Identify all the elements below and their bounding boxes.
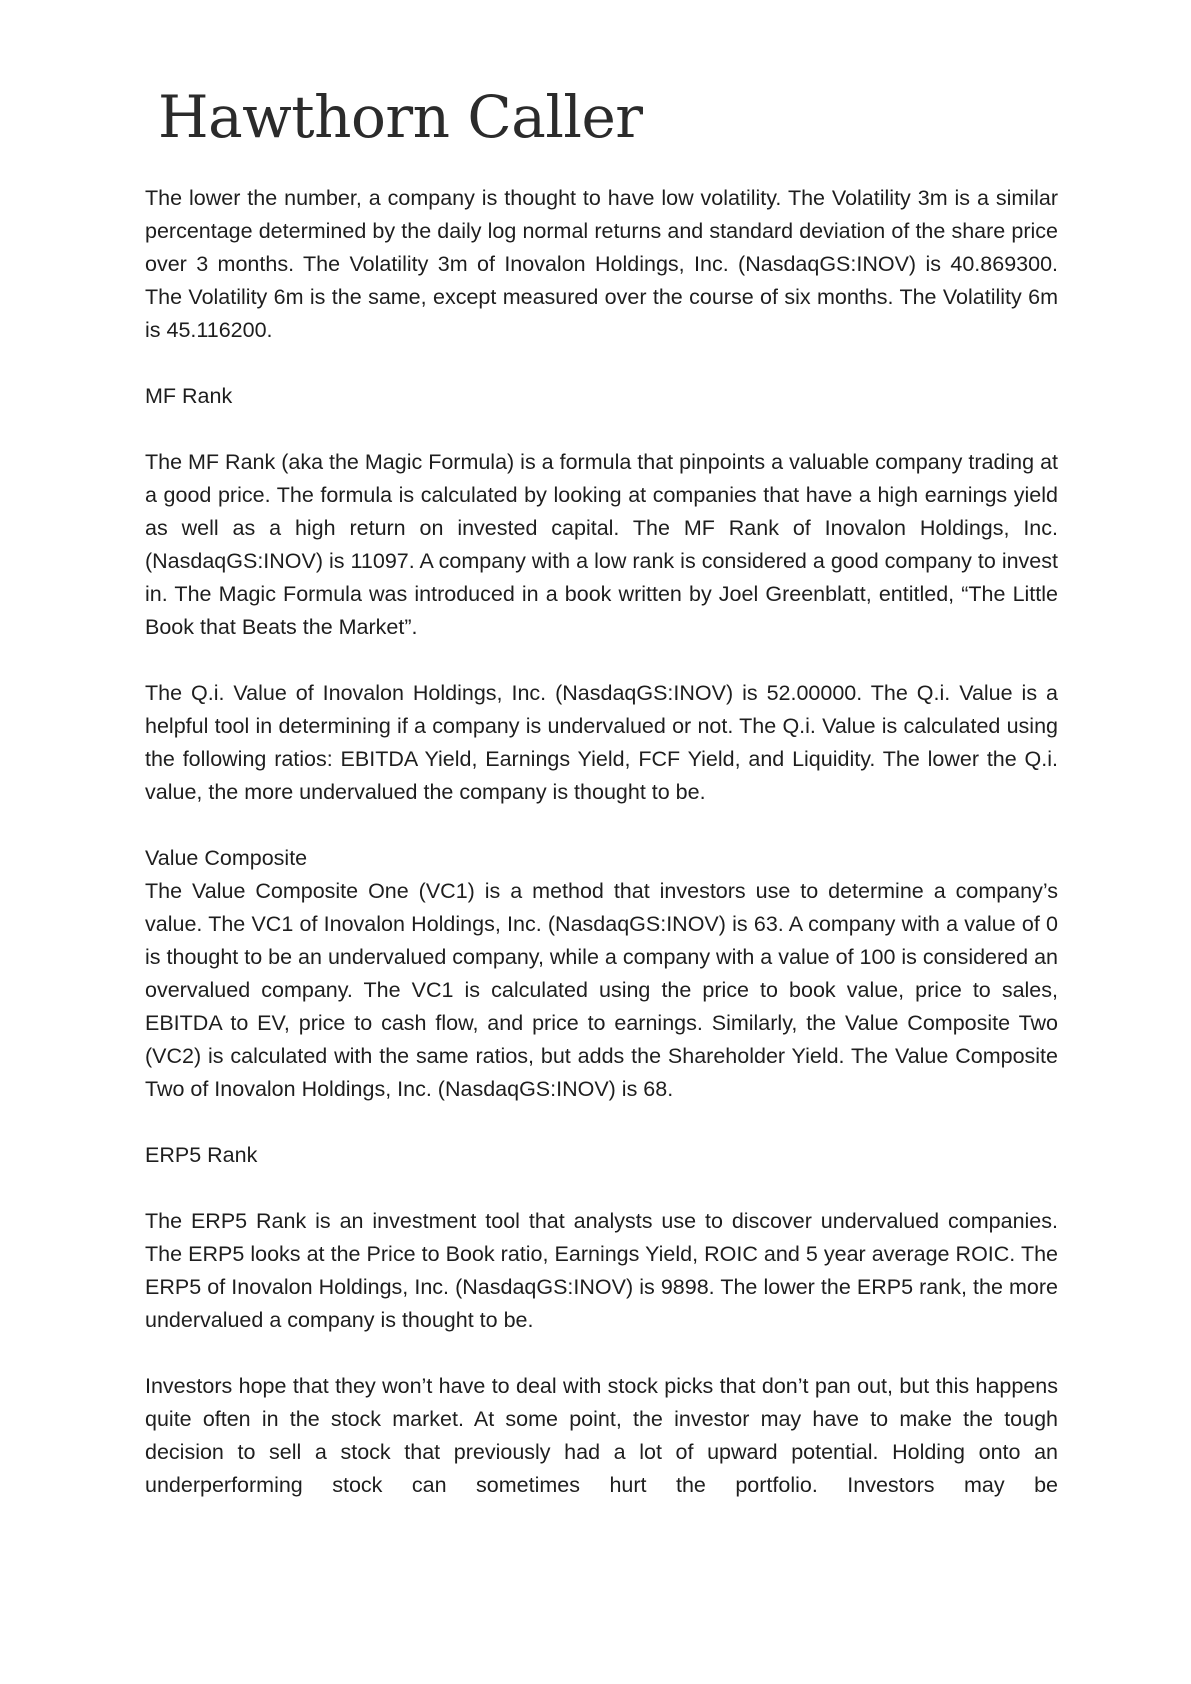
paragraph-erp5-rank: The ERP5 Rank is an investment tool that analysts use to discover undervalued companies. The ERP5 looks at the Price to Book ratio, Earnings Yield, ROIC and 5 year average ROIC. The ERP5 of Inovalon Holdings, Inc. (NasdaqGS:INOV) is 9898. The lower the ERP5 rank, the more undervalued a company is thought to be. xyxy=(145,1209,1058,1332)
paragraph-volatility: The lower the number, a company is thought to have low volatility. The Volatility 3m is a similar percentage determined by the daily log normal returns and standard deviation of the share price over 3 months. The Volatility 3m of Inovalon Holdings, Inc. (NasdaqGS:INOV) is 40.869300. The Volatility 6m is the same, except measured over the course of six months. The Volatility 6m is 45.116200. xyxy=(145,186,1058,342)
paragraph-mf-rank: The MF Rank (aka the Magic Formula) is a formula that pinpoints a valuable company trading at a good price. The formula is calculated by looking at companies that have a high earnings yield as well as a high return on invested capital. The MF Rank of Inovalon Holdings, Inc. (NasdaqGS:INOV) is 11097. A company with a low rank is considered a good company to invest in. The Magic Formula was introduced in a book written by Joel Greenblatt, entitled, “The Little Book that Beats the Market”. xyxy=(145,450,1058,639)
paragraph-value-composite: The Value Composite One (VC1) is a method that investors use to determine a company’s value. The VC1 of Inovalon Holdings, Inc. (NasdaqGS:INOV) is 63. A company with a value of 0 is thought to be an undervalued company, while a company with a value of 100 is considered an overvalued company. The VC1 is calculated using the price to book value, price to sales, EBITDA to EV, price to cash flow, and price to earnings. Similarly, the Value Composite Two (VC2) is calculated with the same ratios, but adds the Shareholder Yield. The Value Composite Two of Inovalon Holdings, Inc. (NasdaqGS:INOV) is 68. xyxy=(145,879,1058,1101)
masthead-title: Hawthorn Caller xyxy=(158,83,643,151)
section-heading-value-composite: Value Composite xyxy=(145,846,308,870)
section-heading-mf-rank: MF Rank xyxy=(145,384,233,408)
paragraph-investors: Investors hope that they won’t have to deal with stock picks that don’t pan out, but this happens quite often in the stock market. At some point, the investor may have to make the tough decision to sell a stock that previously had a lot of upward potential. Holding onto an underperforming stock can sometimes hurt the portfolio. Investors may be xyxy=(145,1374,1058,1497)
article-body xyxy=(145,182,1058,1535)
section-heading-erp5-rank: ERP5 Rank xyxy=(145,1143,258,1167)
paragraph-qi-value: The Q.i. Value of Inovalon Holdings, Inc. (NasdaqGS:INOV) is 52.00000. The Q.i. Value is a helpful tool in determining if a company is undervalued or not. The Q.i. Value is calculated using the following ratios: EBITDA Yield, Earnings Yield, FCF Yield, and Liquidity. The lower the Q.i. value, the more undervalued the company is thought to be. xyxy=(145,681,1058,804)
